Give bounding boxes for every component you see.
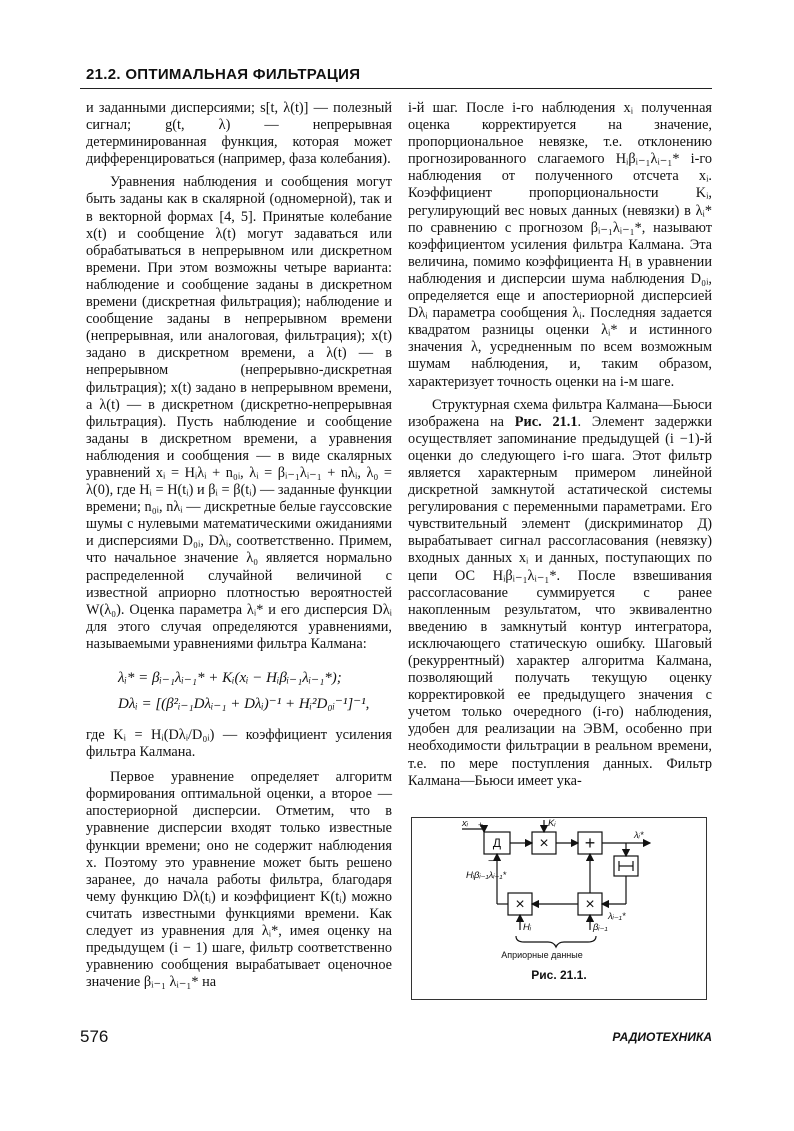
page-footer: [80, 1020, 712, 1054]
text-run: Структурная схема фильтра Калмана—Бьюси изображена на: [408, 396, 712, 430]
gain-label: Kᵢ: [548, 818, 556, 829]
section-title: 21.2. ОПТИМАЛЬНАЯ ФИЛЬТРАЦИЯ: [86, 65, 361, 83]
input-label: xᵢ: [462, 818, 468, 829]
multiply-icon: ×: [515, 896, 525, 913]
kalman-filter-block-diagram: [411, 817, 707, 1000]
kalman-equations: [118, 665, 392, 717]
plus-sign: +: [478, 820, 484, 830]
journal-name: РАДИОТЕХНИКА: [612, 1030, 712, 1044]
minus-sign: −: [488, 856, 494, 867]
left-column: [86, 100, 392, 991]
running-header: [80, 60, 712, 89]
multiply-icon: ×: [539, 835, 549, 852]
multiply-icon: ×: [585, 896, 595, 913]
paragraph: Уравнения наблюдения и сообщения могут быть заданы как в скалярной (одномерной), так и в векторной формах [4, 5]. Принятые колебание x(t) и сообщение λ(t) могут задаваться или обрабатываться в непрерывном или дискретном времени. При этом возможны четыре варианта: наблюдение и сообщение заданы в дискретном времени (дискретная фильтрация); наблюдение и сообщение заданы в непрерывном времени (непрерывная, или аналоговая, фильтрация); x(t) задано в дискретном времени, а λ(t) — в непрерывном (непрерывно-дискретная фильтрация); x(t) задано в непрерывном времени, а λ(t) — в дискретном (дискретно-непрерывная фильтрация). Пусть наблюдение и сообщение заданы в дискретном времени, а уравнения наблюдения и сообщения — в виде скалярных уравнений xᵢ = Hᵢλᵢ + n₀ᵢ, λᵢ = βᵢ₋₁λᵢ₋₁ + nλᵢ, λ₀ = λ(0), где Hᵢ = H(tᵢ) и βᵢ = β(tᵢ) — заданные функции времени; n₀ᵢ, nλᵢ — дискретные белые гауссовские шумы с нулевыми математическими ожиданиями и дисперсиями D₀ᵢ, Dλᵢ, соответственно. Примем, что начальное значение λ₀ является нормально распределенной случайной величиной с известной априорно плотностью вероятностей W(λ₀). Оценка параметра λᵢ* и его дисперсия Dλᵢ для этого случая определяются уравнениями, называемыми уравнениями фильтра Калмана:: [86, 174, 392, 652]
figure-reference[interactable]: Рис. 21.1: [514, 413, 578, 430]
page-number: 576: [80, 1027, 109, 1046]
estimate-equation: λᵢ* = βᵢ₋₁λᵢ₋₁* + Kᵢ(xᵢ − Hᵢβᵢ₋₁λᵢ₋₁*);: [118, 670, 342, 686]
apriori-data-label: Априорные данные: [501, 950, 583, 960]
variance-equation: Dλᵢ = [(β²ᵢ₋₁Dλᵢ₋₁ + Dλᵢ)⁻¹ + Hᵢ²D₀ᵢ⁻¹]⁻¹,: [118, 696, 370, 712]
previous-estimate-label: λᵢ₋₁*: [608, 911, 626, 922]
feedback-label: Hᵢβᵢ₋₁λᵢ₋₁*: [466, 870, 507, 881]
figure-caption: Рис. 21.1.: [531, 968, 587, 982]
paragraph: где Kᵢ = Hᵢ(Dλᵢ/D₀ᵢ) — коэффициент усиления фильтра Калмана.: [86, 727, 392, 761]
beta-label: βᵢ₋₁: [593, 922, 608, 933]
paragraph: и заданными дисперсиями; s[t, λ(t)] — полезный сигнал; g(t, λ) — непрерывная детерминированная функция, которая может дифференцироваться (например, фаза колебания).: [86, 100, 392, 168]
paragraph: i-й шаг. После i-го наблюдения xᵢ полученная оценка корректируется на значение, пропорциональное невязке, т.е. отклонению прогнозированного слагаемого Hᵢβᵢ₋₁λᵢ₋₁* i-го наблюдения от полученного отсчета xᵢ. Коэффициент пропорциональности Kᵢ, регулирующий вес новых данных (невязки) в λᵢ* по сравнению с прогнозом βᵢ₋₁λᵢ₋₁*, называют коэффициентом усиления фильтра Калмана. Эта величина, помимо коэффициента Hᵢ в уравнении наблюдения и дисперсии шума наблюдения D₀ᵢ, определяется еще и апостериорной дисперсией Dλᵢ параметра сообщения λᵢ. Последняя задается квадратом разницы оценки λᵢ* и истинного значения λ, усредненным по всем возможным шумам наблюдения, и, таким образом, характеризует точность оценки на i-м шаге.: [408, 100, 712, 390]
paragraph: Первое уравнение определяет алгоритм формирования оптимальной оценки, а второе — апостериорной дисперсии. Отметим, что в уравнение дисперсии входят только известные функции времени; оно не содержит наблюдения x. Поэтому это уравнение может быть решено заранее, до начала работы фильтра, благодаря чему функцию Dλ(tᵢ) и коэффициент K(tᵢ) можно считать известными функциями времени. Как следует из уравнения для λᵢ*, имея оценку на предыдущем (i − 1) шаге, фильтр соответственно уравнению сообщения вырабатывает оценочное значение βᵢ₋₁ λᵢ₋₁* на: [86, 769, 392, 991]
h-label: Hᵢ: [523, 922, 532, 933]
discriminator-label: Д: [492, 836, 502, 850]
delay-icon: [619, 861, 633, 871]
paragraph: [408, 397, 712, 790]
right-column: [408, 100, 712, 790]
output-label: λᵢ*: [634, 830, 644, 841]
plus-icon: +: [584, 833, 596, 853]
apriori-brace: [516, 936, 596, 947]
text-run: . Элемент задержки осуществляет запоминание предыдущей (i −1)-й оценки до следующего i-го шага. Этот фильтр является характерным примером линейной дискретной замкнутой астатической системы регулирования с переменными параметрами. Его чувствительный элемент (дискриминатор Д) вырабатывает сигнал рассогласования (невязку) входных данных xᵢ и данных, поступающих по цепи ОС Hᵢβᵢ₋₁λᵢ₋₁*. После взвешивания рассогласование суммируется с ранее накопленным результатом, что эквивалентно введению в замкнутый контур интегратора, исключающего статическую ошибку. Шаговый (рекуррентный) характер алгоритма Калмана, позволяющий получать текущую оценку корректировкой ее предыдущего значения с учетом только очередного (i-го) наблюдения, удобен для реализации на ЭВМ, особенно при необходимости фильтрации в реальном времени, т.е. по мере поступления данных. Фильтр Калмана—Бьюси имеет ука-: [408, 413, 712, 789]
